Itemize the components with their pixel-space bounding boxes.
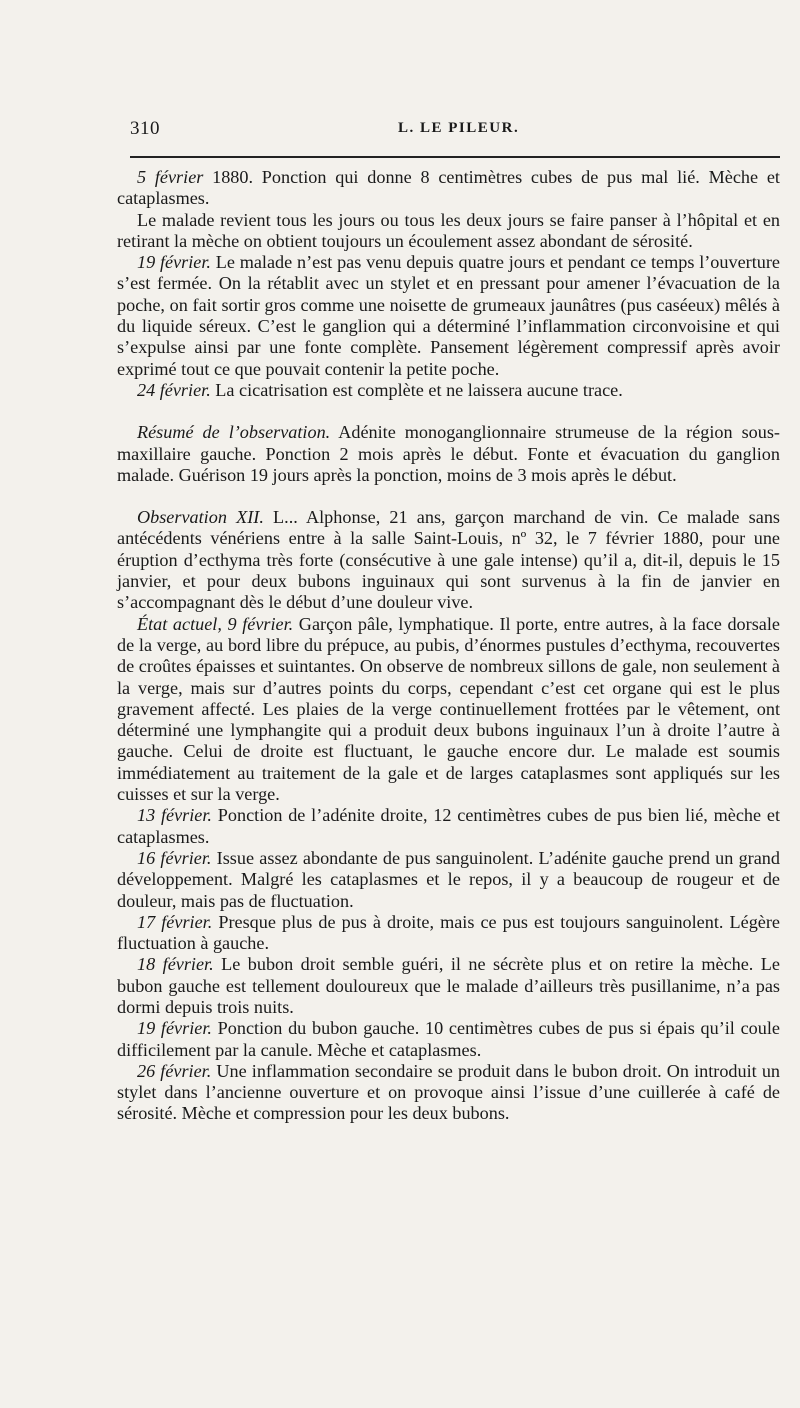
observation-heading-paragraph (117, 507, 780, 613)
paragraph-text: Presque plus de pus à droite, mais ce pus est toujours sanguinolent. Légère fluctuation à gauche. (117, 911, 780, 954)
paragraph (117, 614, 780, 806)
paragraph-text: Une inflammation secondaire se produit dans le bubon droit. On introduit un stylet dans l’ancienne ouverture et on provoque ainsi l’issue d’une cuillerée à café de sérosité. Mèche et compression pour les deux bubons. (117, 1060, 781, 1124)
summary-label: Résumé de l’observation. (137, 422, 331, 443)
date-label: 16 février. (137, 847, 212, 868)
page-number: 310 (130, 118, 160, 139)
paragraph (117, 805, 780, 848)
paragraph (117, 167, 780, 210)
date-label: État actuel, 9 février. (137, 613, 294, 634)
running-title: L. LE PILEUR. (398, 120, 520, 136)
date-label: 17 février. (137, 911, 213, 932)
paragraph-text: Le bubon droit semble guéri, il ne sécrète plus et on retire la mèche. Le bubon gauche est tellement douloureux que le malade d’ailleurs très pusillanime, n’a pas dormi depuis trois nuits. (117, 954, 780, 1017)
paragraph-text: Ponction de l’adénite droite, 12 centimètres cubes de pus bien lié, mèche et cataplasmes. (117, 805, 780, 847)
paragraph-text: 1880. Ponction qui donne 8 centimètres cubes de pus mal lié. Mèche et cataplasmes. (117, 167, 780, 209)
paragraph-text: Issue assez abondante de pus sanguinolent. L’adénite gauche prend un grand développement. Malgré les cataplasmes et le repos, il y a beaucoup de rougeur et de douleur, mais pas de fluctuation. (117, 847, 780, 911)
running-head (130, 118, 780, 142)
paragraph (117, 954, 780, 1018)
paragraph (117, 252, 780, 380)
date-label: 13 février. (137, 805, 212, 826)
paragraph-text: La cicatrisation est complète et ne laissera aucune trace. (210, 379, 623, 400)
date-label: 24 février. (137, 379, 211, 400)
paragraph-text: Le malade revient tous les jours ou tous les deux jours se faire panser à l’hôpital et en retirant la mèche on obtient toujours un écoulement assez abondant de sérosité. (117, 209, 780, 251)
paragraph-text: Le malade n’est pas venu depuis quatre jours et pendant ce temps l’ouverture s’est fermée. On la rétablit avec un stylet et en pressant pour amener l’évacuation de la poche, on fait sortir gros comme une noisette de grumeaux jaunâtres (pus caséeux) mêlés à du liquide séreux. C’est le ganglion qui a déterminé l’inflammation circonvoisine et qui s’expulse ainsi par une fonte complète. Pansement légèrement compressif après avoir exprimé tout ce que pouvait contenir la petite poche. (117, 252, 780, 379)
observation-label: Observation XII. (137, 507, 264, 528)
paragraph (117, 848, 780, 912)
date-label: 19 février. (137, 1018, 212, 1039)
paragraph (117, 912, 780, 955)
summary-paragraph (117, 422, 780, 486)
date-label: 18 février. (137, 954, 214, 975)
paragraph-text: L... Alphonse, 21 ans, garçon marchand de vin. Ce malade sans antécédents vénériens entre à la salle Saint-Louis, nº 32, le 7 février 1880, pour une éruption d’ecthyma très forte (consécutive à une gale intense) qu’il a, dit-il, depuis le 15 janvier, et pour deux bubons inguinaux qui sont survenus à la fin de janvier en s’accompagnant dès le début d’une douleur vive. (117, 507, 780, 613)
body-text (117, 167, 780, 1125)
paragraph (117, 380, 780, 401)
paragraph (117, 1018, 780, 1061)
paragraph-text: Garçon pâle, lymphatique. Il porte, entre autres, à la face dorsale de la verge, au bord libre du prépuce, au pubis, d’énormes pustules d’ecthyma, recouvertes de croûtes épaisses et suintantes. On observe de nombreux sillons de gale, non seulement à la verge, mais sur d’autres points du corps, cependant c’est cet organe qui est le plus gravement affecté. Les plaies de la verge continuellement frottées par le vêtement, ont déterminé une lymphangite qui a produit deux bubons inguinaux l’un à droite l’autre à gauche. Celui de droite est fluctuant, le gauche encore dur. Le malade est soumis immédiatement au traitement de la gale et de larges cataplasmes sont appliqués sur les cuisses et sur la verge. (117, 613, 780, 805)
date-label: 26 février. (137, 1060, 212, 1081)
header-rule (130, 156, 780, 158)
paragraph-text: Adénite monoganglionnaire strumeuse de la région sous-maxillaire gauche. Ponction 2 mois après le début. Fonte et évacuation du ganglion malade. Guérison 19 jours après la ponction, moins de 3 mois après le début. (117, 422, 780, 485)
date-label: 19 février. (137, 252, 211, 273)
date-label: 5 février (137, 167, 204, 187)
paragraph (117, 210, 780, 253)
paragraph-text: Ponction du bubon gauche. 10 centimètres cubes de pus si épais qu’il coule difficilement par la canule. Mèche et cataplasmes. (117, 1018, 780, 1060)
paragraph (117, 1061, 780, 1125)
